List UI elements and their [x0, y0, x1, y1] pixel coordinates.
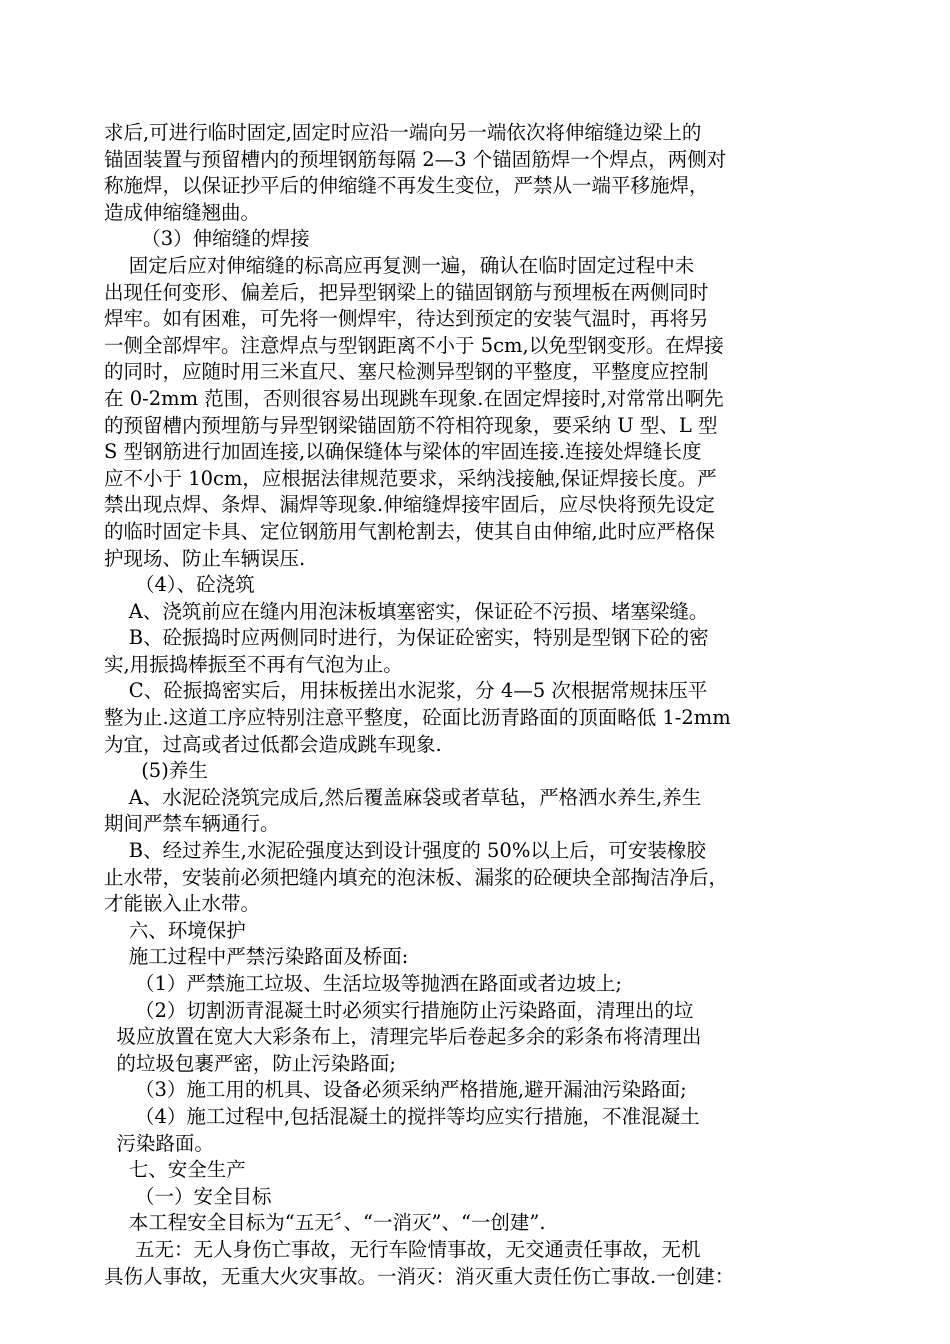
- text-line: B、砼振捣时应两侧同时进行，为保证砼密实，特别是型钢下砼的密: [104, 626, 709, 650]
- text-line: 的预留槽内预埋筋与异型钢梁锚固筋不符相符现象，要采纳 U 型、L 型: [104, 413, 718, 437]
- text-line: (5)养生: [104, 759, 208, 783]
- text-line: （一）安全目标: [104, 1184, 272, 1208]
- text-line: 七、安全生产: [104, 1158, 246, 1182]
- body-text: [104, 120, 824, 1290]
- text-line: （1）严禁施工垃圾、生活垃圾等抛洒在路面或者边坡上;: [104, 972, 622, 995]
- text-line: B、经过养生,水泥砼强度达到设计强度的 50%以上后，可安装橡胶: [104, 839, 706, 863]
- text-line: （2）切割沥青混凝土时必须实行措施防止污染路面，清理出的垃: [104, 998, 694, 1022]
- text-line: 禁出现点焊、条焊、漏焊等现象.伸缩缝焊接牢固后，应尽快将预先设定: [104, 493, 715, 517]
- text-line: 本工程安全目标为“五无〞、“一消灭”、“一创建”.: [104, 1211, 546, 1235]
- text-line: 五无：无人身伤亡事故，无行车险情事故，无交通责任事故，无机: [104, 1237, 701, 1261]
- text-line: 六、环境保护: [104, 918, 246, 942]
- text-line: 实,用振捣棒振至不再有气泡为止。: [104, 652, 403, 676]
- text-line: 一侧全部焊牢。注意焊点与型钢距离不小于 5cm,以免型钢变形。在焊接: [104, 333, 724, 357]
- text-line: 止水带，安装前必须把缝内填充的泡沫板、漏浆的砼硬块全部掏洁净后，: [104, 865, 729, 889]
- text-line: 的垃圾包裹严密，防止污染路面;: [104, 1051, 396, 1075]
- text-line: A、浇筑前应在缝内用泡沫板填塞密实，保证砼不污损、堵塞梁缝。: [104, 599, 709, 623]
- text-line: （3）伸缩缝的焊接: [104, 227, 310, 251]
- text-line: S 型钢筋进行加固连接,以确保缝体与梁体的牢固连接.连接处焊缝长度: [104, 440, 702, 464]
- text-line: 求后,可进行临时固定,固定时应沿一端向另一端依次将伸缩缝边梁上的: [104, 121, 702, 144]
- text-line: 整为止.这道工序应特别注意平整度，砼面比沥青路面的顶面略低 1-2mm: [104, 706, 731, 730]
- text-line: 的同时，应随时用三米直尺、塞尺检测异型钢的平整度，平整度应控制: [104, 360, 709, 384]
- text-line: 为宜，过高或者过低都会造成跳车现象.: [104, 732, 442, 756]
- text-line: （3）施工用的机具、设备必须采纳严格措施,避开漏油污染路面;: [104, 1078, 687, 1102]
- text-line: 施工过程中严禁污染路面及桥面:: [104, 945, 409, 969]
- text-line: （4）施工过程中,包括混凝土的搅拌等均应实行措施，不准混凝土: [104, 1104, 700, 1128]
- text-line: A、水泥砼浇筑完成后,然后覆盖麻袋或者草毡，严格洒水养生,养生: [104, 785, 702, 809]
- text-line: 具伤人事故，无重大火灾事故。一消灭：消灭重大责任伤亡事故.一创建：: [104, 1264, 735, 1288]
- text-line: 焊牢。如有困难，可先将一侧焊牢，待达到预定的安装气温时，再将另: [104, 307, 709, 331]
- text-line: 造成伸缩缝翘曲。: [104, 200, 261, 224]
- text-line: 应不小于 10cm，应根据法律规范要求，采纳浅接触,保证焊接长度。严: [104, 466, 717, 490]
- text-line: 锚固装置与预留槽内的预埋钢筋每隔 2—3 个锚固筋焊一个焊点，两侧对: [104, 147, 727, 171]
- text-line: 在 0-2mm 范围，否则很容易出现跳车现象.在固定焊接时,对常常出啊先: [104, 386, 724, 410]
- text-line: 出现任何变形、偏差后，把异型钢梁上的锚固钢筋与预埋板在两侧同时: [104, 280, 709, 304]
- text-line: 固定后应对伸缩缝的标高应再复测一遍，确认在临时固定过程中未: [104, 253, 695, 277]
- text-line: 期间严禁车辆通行。: [104, 812, 280, 836]
- text-line: 圾应放置在宽大大彩条布上，清理完毕后卷起多余的彩条布将清理出: [104, 1025, 702, 1049]
- text-line: （4）、砼浇筑: [104, 573, 255, 597]
- text-line: C、砼振捣密实后，用抹板搓出水泥浆，分 4—5 次根据常规抹压平: [104, 679, 708, 703]
- text-line: 才能嵌入止水带。: [104, 892, 261, 916]
- text-line: 的临时固定卡具、定位钢筋用气割枪割去，使其自由伸缩,此时应严格保: [104, 519, 715, 543]
- text-line: 称施焊，以保证抄平后的伸缩缝不再发生变位，严禁从一端平移施焊，: [104, 174, 709, 198]
- text-line: 护现场、防止车辆误压.: [104, 546, 306, 570]
- text-line: 污染路面。: [104, 1131, 214, 1155]
